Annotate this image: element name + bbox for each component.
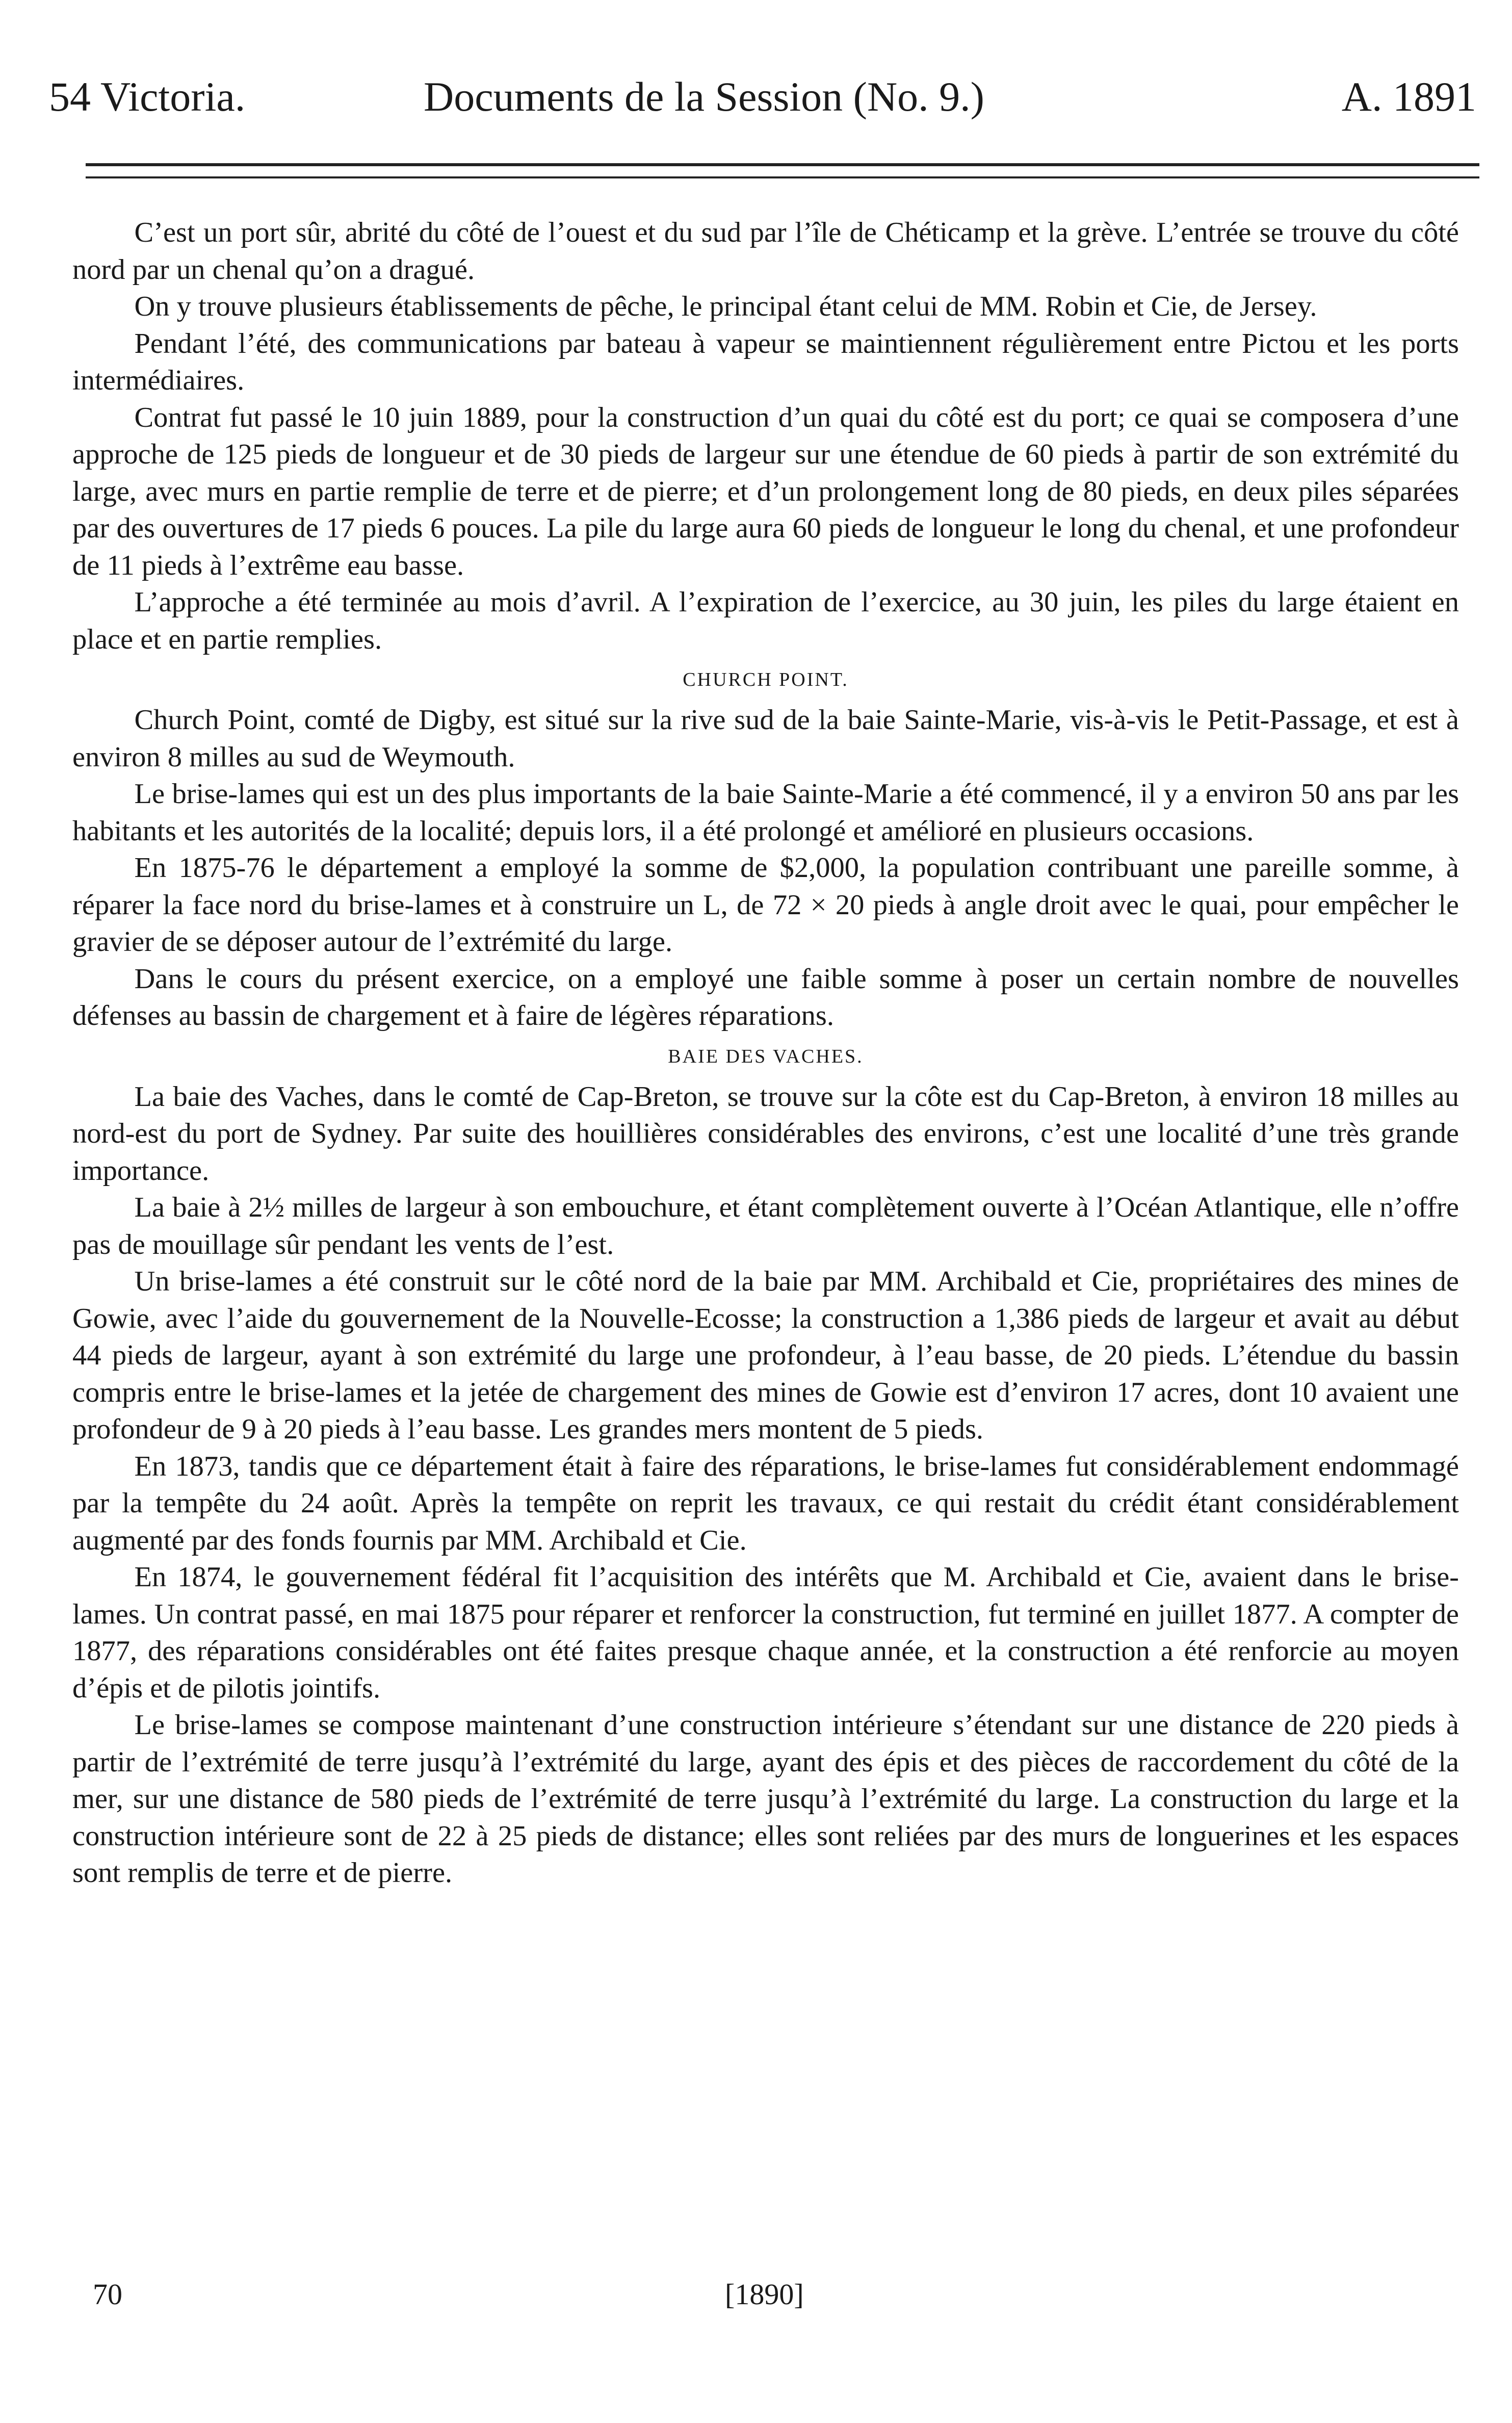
section-heading-baie-des-vaches: BAIE DES VACHES. xyxy=(668,1045,864,1067)
paragraph: Le brise-lames qui est un des plus importants de la baie Sainte-Marie a été commencé, il y a environ 50 ans par les habitants et les autorités de la localité; depuis lors, il a été prolongé et amélioré en plusieurs occasions. xyxy=(72,778,1459,847)
section-heading-church-point: CHURCH POINT. xyxy=(683,669,849,690)
paragraph: La baie des Vaches, dans le comté de Cap-Breton, se trouve sur la côte est du Cap-Breton, à environ 18 milles au nord-est du port de Sydney. Par suite des houillières considérables des environs, c’est une localité d’une très grande importance. xyxy=(72,1080,1459,1187)
paragraph: Le brise-lames se compose maintenant d’une construction intérieure s’étendant sur une distance de 220 pieds à partir de l’extrémité de terre jusqu’à l’extrémité du large, ayant des épis et des pièces de raccordement du côté de la mer, sur une distance de 580 pieds de l’extrémité de terre jusqu’à l’extrémité du large. La construction du large et la construction intérieure sont de 22 à 25 pieds de distance; elles sont reliées par des murs de longuerines et les espaces sont remplis de terre et de pierre. xyxy=(72,1709,1459,1889)
page-footer xyxy=(93,2272,1469,2317)
header-rule-thick xyxy=(86,163,1479,166)
header-volume: 54 Victoria. xyxy=(49,73,246,120)
paragraph: Pendant l’été, des communications par bateau à vapeur se maintiennent régulièrement entre Pictou et les ports intermédiaires. xyxy=(72,327,1459,396)
paragraph: Dans le cours du présent exercice, on a employé une faible somme à poser un certain nombre de nouvelles défenses au bassin de chargement et à faire de légères réparations. xyxy=(72,963,1459,1032)
running-header xyxy=(49,69,1476,125)
paragraph: L’approche a été terminée au mois d’avril. A l’expiration de l’exercice, au 30 juin, les piles du large étaient en place et en partie remplies. xyxy=(72,586,1459,655)
paragraph: En 1874, le gouvernement fédéral fit l’acquisition des intérêts que M. Archibald et Cie, avaient dans le brise-lames. Un contrat passé, en mai 1875 pour réparer et renforcer la construction, fut terminé en juillet 1877. A compter de 1877, des réparations considérables ont été faites presque chaque année, et la construction a été renforcie au moyen d’épis et de pilotis jointifs. xyxy=(72,1561,1459,1704)
footer-year: [1890] xyxy=(725,2278,804,2311)
paragraph: Contrat fut passé le 10 juin 1889, pour la construction d’un quai du côté est du port; ce quai se composera d’une approche de 125 pieds de longueur et de 30 pieds de largeur sur une étendue de 60 pieds à partir de son extrémité du large, avec murs en partie remplie de terre et de pierre; et d’un prolongement long de 80 pieds, en deux piles séparées par des ouvertures de 17 pieds 6 pouces. La pile du large aura 60 pieds de longueur le long du chenal, et une profondeur de 11 pieds à l’extrême eau basse. xyxy=(72,401,1459,581)
page-number: 70 xyxy=(93,2278,122,2311)
paragraph: La baie à 2½ milles de largeur à son embouchure, et étant complètement ouverte à l’Océan Atlantique, elle n’offre pas de mouillage sûr pendant les vents de l’est. xyxy=(72,1192,1459,1260)
paragraph: C’est un port sûr, abrité du côté de l’ouest et du sud par l’île de Chéticamp et la grève. L’entrée se trouve du côté nord par un chenal qu’on a dragué. xyxy=(72,217,1459,286)
paragraph: Un brise-lames a été construit sur le côté nord de la baie par MM. Archibald et Cie, propriétaires des mines de Gowie, avec l’aide du gouvernement de la Nouvelle-Ecosse; la construction a 1,386 pieds de largeur et avait au début 44 pieds de largeur, ayant à son extrémité du large une profondeur, à l’eau basse, de 20 pieds. L’étendue du bassin compris entre le brise-lames et la jetée de chargement des mines de Gowie est d’environ 17 acres, dont 10 avaient une profondeur de 9 à 20 pieds à l’eau basse. Les grandes mers montent de 5 pieds. xyxy=(72,1266,1459,1445)
paragraph: En 1873, tandis que ce département était à faire des réparations, le brise-lames fut considérablement endommagé par la tempête du 24 août. Après la tempête on reprit les travaux, ce qui restait du crédit étant considérablement augmenté par des fonds fournis par MM. Archibald et Cie. xyxy=(72,1450,1459,1556)
page-body xyxy=(72,214,1459,1892)
header-title: Documents de la Session (No. 9.) xyxy=(424,73,984,120)
paragraph: On y trouve plusieurs établissements de pêche, le principal étant celui de MM. Robin et Cie, de Jersey. xyxy=(134,291,1317,322)
paragraph: En 1875-76 le département a employé la somme de $2,000, la population contribuant une pareille somme, à réparer la face nord du brise-lames et à construire un L, de 72 × 20 pieds à angle droit avec le quai, pour empêcher le gravier de se déposer autour de l’extrémité du large. xyxy=(72,852,1459,958)
paragraph: Church Point, comté de Digby, est situé sur la rive sud de la baie Sainte-Marie, vis-à-vis le Petit-Passage, et est à environ 8 milles au sud de Weymouth. xyxy=(72,704,1459,773)
header-rule-thin xyxy=(86,176,1479,178)
header-year: A. 1891 xyxy=(1341,73,1476,120)
